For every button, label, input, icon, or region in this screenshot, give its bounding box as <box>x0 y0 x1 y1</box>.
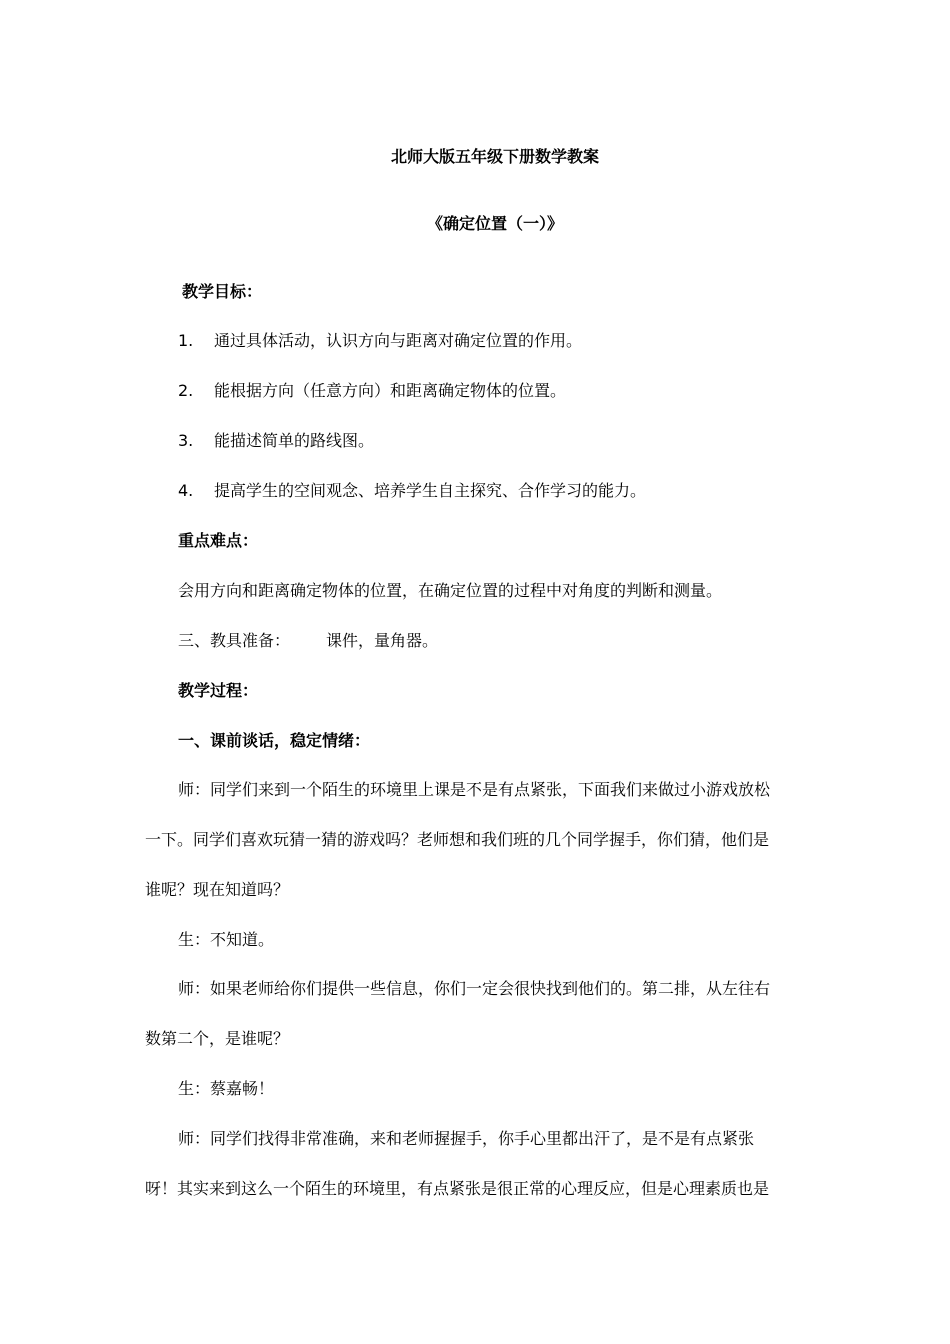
paragraph-line: 数第二个，是谁呢？ <box>145 1029 290 1048</box>
paragraph-line: 生：蔡嘉畅！ <box>178 1079 275 1098</box>
objective-item <box>178 331 582 351</box>
objectives-heading: 教学目标： <box>182 282 263 301</box>
paragraph-line: 师：如果老师给你们提供一些信息，你们一定会很快找到他们的。第二排，从左往右 <box>178 979 771 998</box>
objective-number: 2. <box>178 381 194 400</box>
paragraph-line: 师：同学们找得非常准确，来和老师握握手，你手心里都出汗了，是不是有点紧张 <box>178 1129 755 1148</box>
objective-text: 通过具体活动，认识方向与距离对确定位置的作用。 <box>214 331 583 350</box>
objective-number: 3. <box>178 431 194 450</box>
paragraph-line: 师：同学们来到一个陌生的环境里上课是不是有点紧张，下面我们来做过小游戏放松 <box>178 780 771 799</box>
tools-text: 课件，量角器。 <box>326 631 439 650</box>
paragraph-line: 呀！其实来到这么一个陌生的环境里，有点紧张是很正常的心理反应，但是心理素质也是 <box>145 1179 770 1198</box>
objective-text: 能描述简单的路线图。 <box>214 431 375 450</box>
paragraph-line: 一下。同学们喜欢玩猜一猜的游戏吗？老师想和我们班的几个同学握手，你们猜，他们是 <box>145 830 770 849</box>
objective-text: 提高学生的空间观念、培养学生自主探究、合作学习的能力。 <box>214 481 647 500</box>
tools-label: 三、教具准备： <box>178 631 291 650</box>
objective-item <box>178 431 374 451</box>
paragraph-line: 谁呢？现在知道吗？ <box>145 880 290 899</box>
objective-number: 1. <box>178 331 194 350</box>
objective-text: 能根据方向（任意方向）和距离确定物体的位置。 <box>214 381 567 400</box>
lesson-subtitle: 《确定位置（一）》 <box>426 214 563 233</box>
objective-number: 4. <box>178 481 194 500</box>
objective-item <box>178 481 646 501</box>
tools-line <box>178 631 438 651</box>
keypoints-text: 会用方向和距离确定物体的位置，在确定位置的过程中对角度的判断和测量。 <box>178 581 723 600</box>
section-heading: 一、课前谈话，稳定情绪： <box>178 731 371 750</box>
paragraph-line: 生：不知道。 <box>178 930 275 949</box>
process-heading: 教学过程： <box>178 681 259 700</box>
keypoints-heading: 重点难点： <box>178 531 259 550</box>
objective-item <box>178 381 566 401</box>
document-title: 北师大版五年级下册数学教案 <box>390 147 599 166</box>
